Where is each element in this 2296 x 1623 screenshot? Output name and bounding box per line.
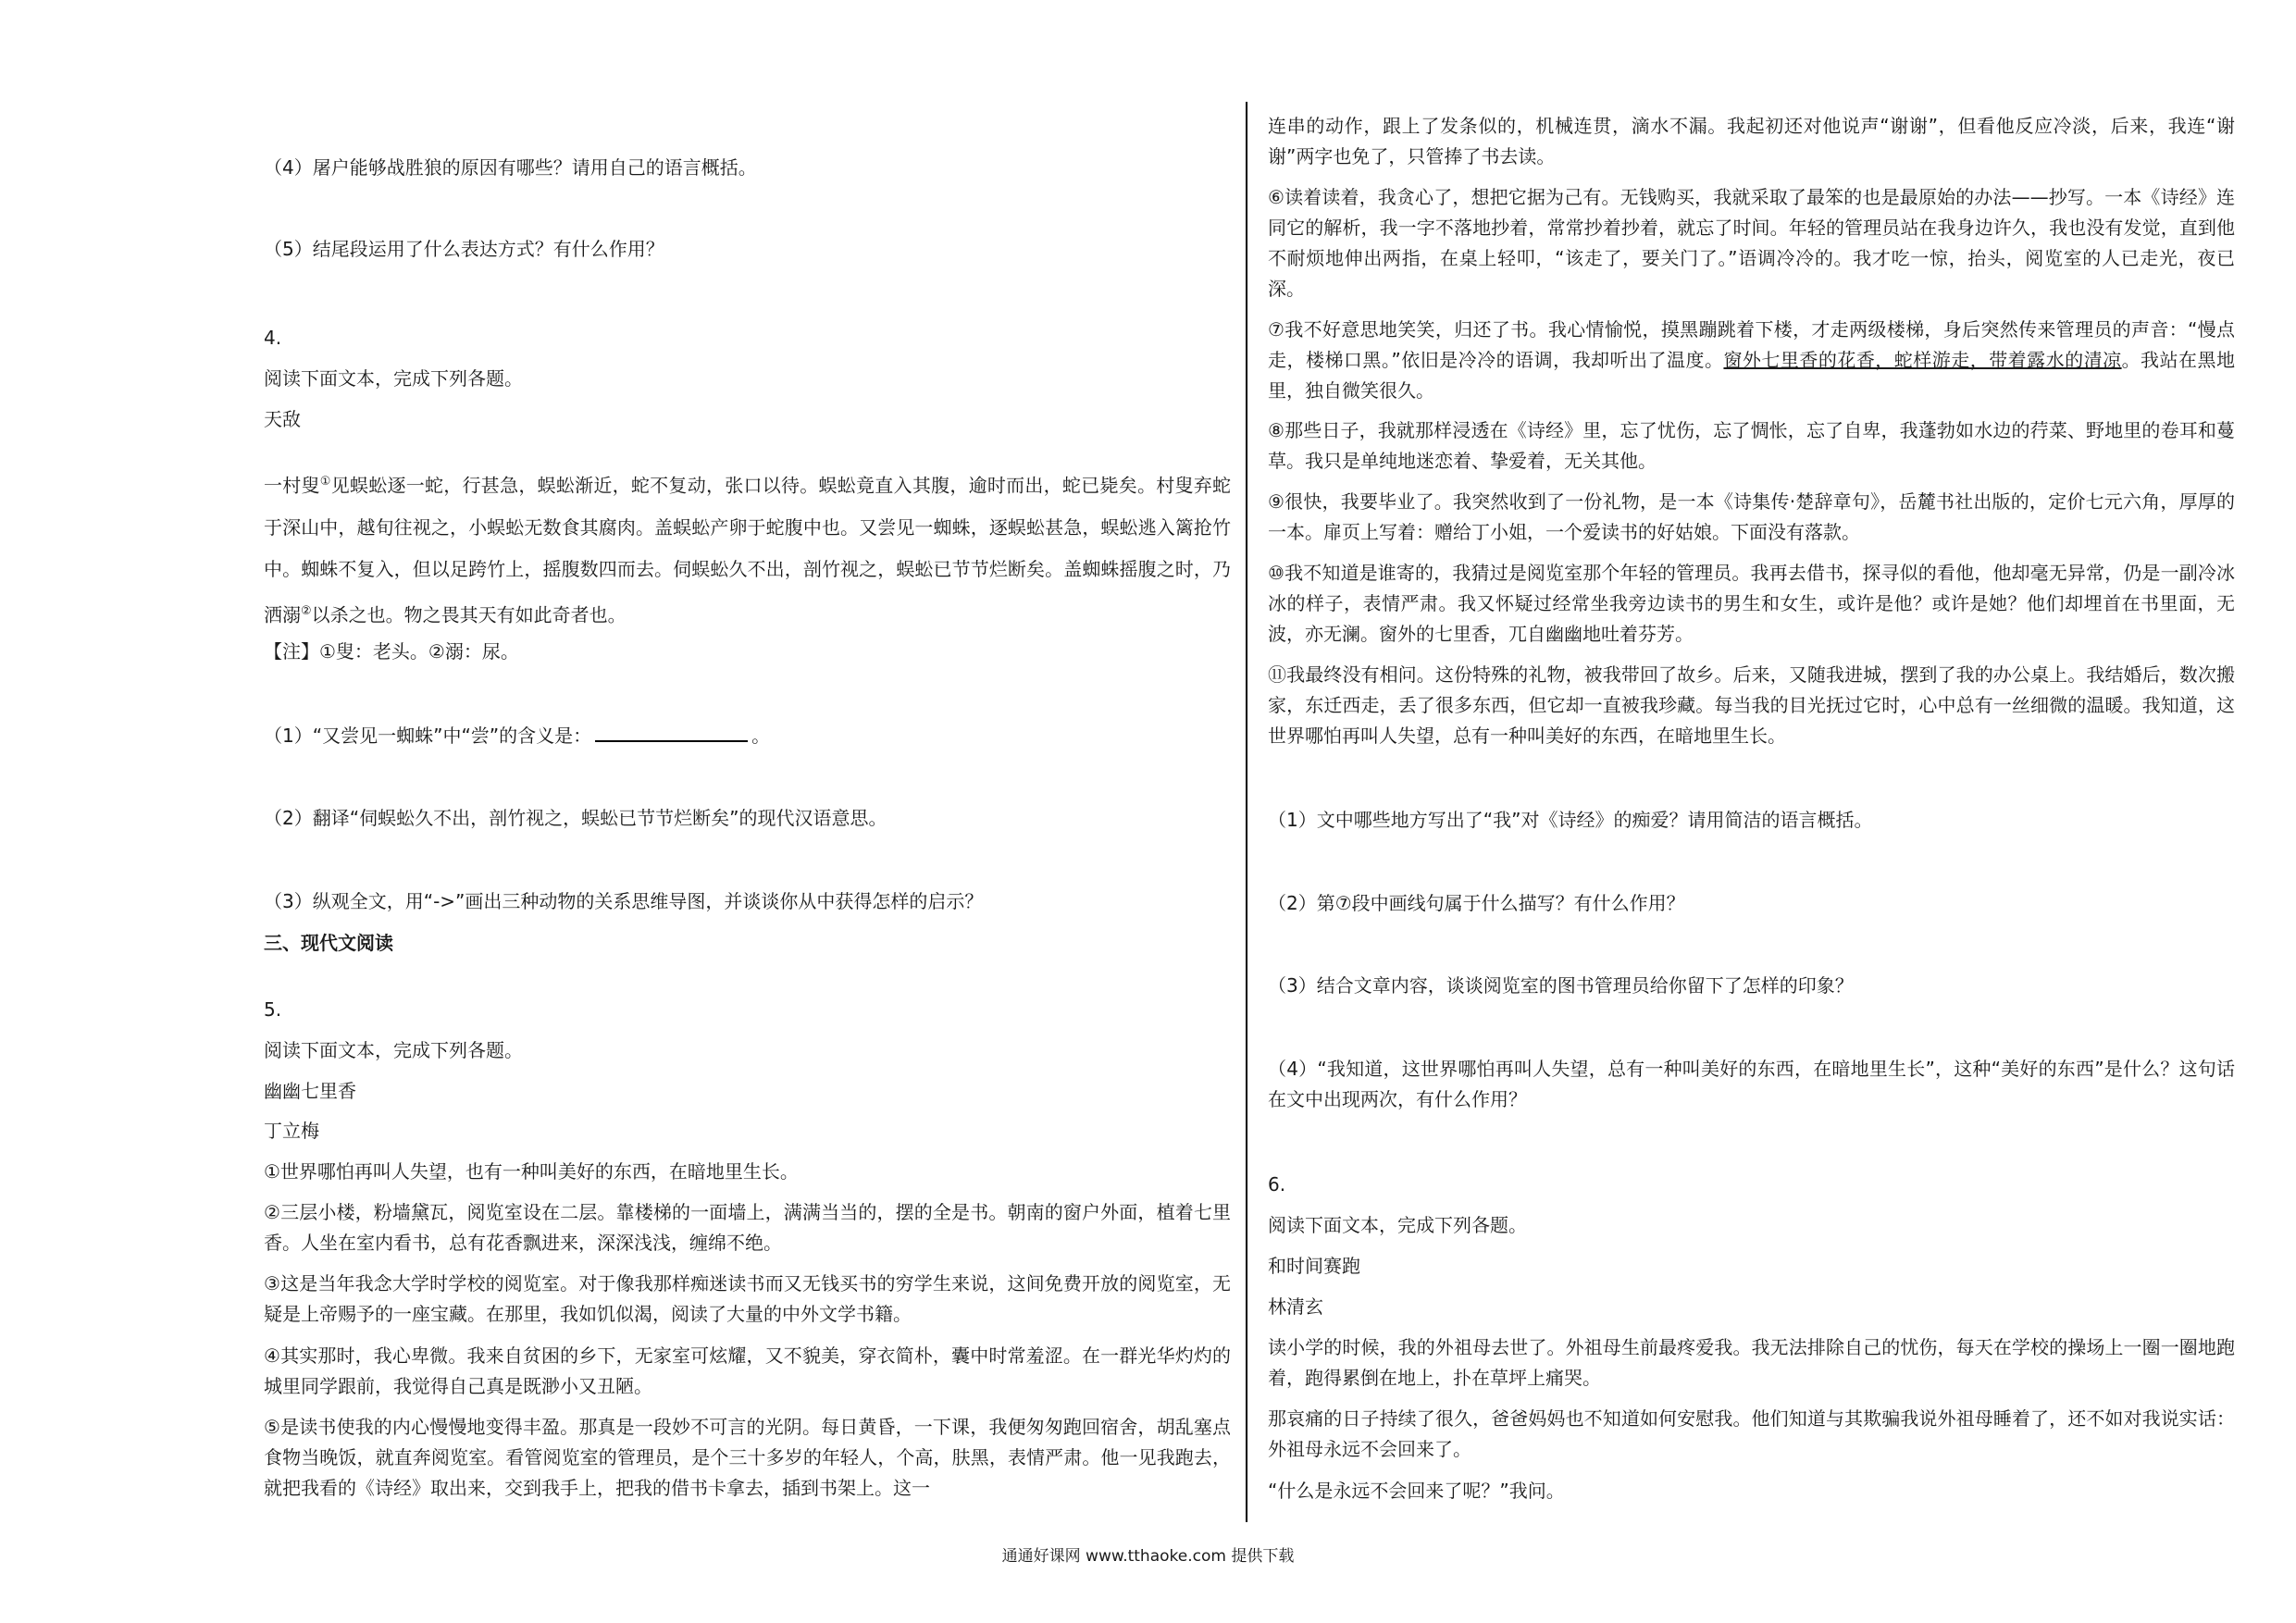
question-4-1 [264, 721, 1231, 751]
paragraph-6: ⑥读着读着，我贪心了，想把它据为己有。无钱购买，我就采取了最笨的也是最原始的办法——抄写。一本《诗经》连同它的解析，我一字不落地抄着，常常抄着抄着，就忘了时间。年轻的管理员站在我身边许久，我也没有发觉，直到他不耐烦地伸出两指，在桌上轻叩，“该走了，要关门了。”语调冷冷的。我才吃一惊，抬头，阅览室的人已走光，夜已深。 [1268, 186, 2235, 300]
race-paragraph-1: 读小学的时候，我的外祖母去世了。外祖母生前最疼爱我。我无法排除自己的忧伤，每天在学校的操场上一圈一圈地跑着，跑得累倒在地上，扑在草坪上痛哭。 [1268, 1336, 2235, 1389]
passage-title-race: 和时间赛跑 [1268, 1255, 1360, 1277]
paragraph-3: ③这是当年我念大学时学校的阅览室。对于像我那样痴迷读书而又无钱买书的穷学生来说，这间免费开放的阅览室，无疑是上帝赐予的一座宝藏。在那里，我如饥似渴，阅读了大量的中外文学书籍。 [264, 1272, 1231, 1325]
paragraph-11: ⑪我最终没有相问。这份特殊的礼物，被我带回了故乡。后来，又随我进城，摆到了我的办公桌上。我结婚后，数次搬家，东迁西走，丢了很多东西，但它却一直被我珍藏。每当我的目光抚过它时，心中总有一丝细微的温暖。我知道，这世界哪怕再叫人失望，总有一种叫美好的东西，在暗地里生长。 [1268, 663, 2235, 747]
passage-title-tiandi: 天敌 [264, 408, 301, 430]
question-5-instruction: 阅读下面文本，完成下列各题。 [264, 1039, 523, 1061]
question-4-2: （2）翻译“伺蜈蚣久不出，剖竹视之，蜈蚣已节节烂断矣”的现代汉语意思。 [264, 807, 887, 829]
question-4-3: （3）纵观全文，用“->”画出三种动物的关系思维导图，并谈谈你从中获得怎样的启示？ [264, 890, 984, 912]
question-5-1: （1）文中哪些地方写出了“我”对《诗经》的痴爱？请用简洁的语言概括。 [1268, 809, 1873, 831]
paragraph-2: ②三层小楼，粉墙黛瓦，阅览室设在二层。靠楼梯的一面墙上，满满当当的，摆的全是书。朝南的窗户外面，植着七里香。人坐在室内看书，总有花香飘进来，深深浅浅，缠绵不绝。 [264, 1201, 1231, 1254]
passage-author-2: 林清玄 [1268, 1295, 1323, 1318]
paragraph-7-text-b: 。我站在黑地里，独自微笑很久。 [1268, 349, 2235, 402]
paragraph-4: ④其实那时，我心卑微。我来自贫困的乡下，无家室可炫耀，又不貌美，穿衣简朴，囊中时常羞涩。在一群光华灼灼的城里同学跟前，我觉得自己真是既渺小又丑陋。 [264, 1344, 1231, 1397]
question-4-number: 4. [264, 327, 282, 349]
column-divider [1246, 102, 1247, 1522]
race-paragraph-2: 那哀痛的日子持续了很久，爸爸妈妈也不知道如何安慰我。他们知道与其欺骗我说外祖母睡着了，还不如对我说实话：外祖母永远不会回来了。 [1268, 1407, 2235, 1460]
passage-text-part-c: 以杀之也。物之畏其天有如此奇者也。 [311, 603, 627, 626]
passage-author: 丁立梅 [264, 1120, 319, 1142]
paragraph-9: ⑨很快，我要毕业了。我突然收到了一份礼物，是一本《诗集传·楚辞章句》，岳麓书社出版的，定价七元六角，厚厚的一本。扉页上写着：赠给丁小姐，一个爱读书的好姑娘。下面没有落款。 [1268, 490, 2235, 543]
question-6-instruction: 阅读下面文本，完成下列各题。 [1268, 1214, 1527, 1236]
paragraph-7-text-a: ⑦我不好意思地笑笑，归还了书。我心情愉悦，摸黑蹦跳着下楼，才走两级楼梯，身后突然传来管理员的声音：“慢点走，楼梯口黑。”依旧是冷冷的语调，我却听出了温度。 [1268, 318, 2235, 371]
question-3-5: （5）结尾段运用了什么表达方式？有什么作用？ [264, 238, 664, 260]
paragraph-5-continued: 连串的动作，跟上了发条似的，机械连贯，滴水不漏。我起初还对他说声“谢谢”，但看他反应冷淡，后来，我连“谢谢”两字也免了，只管捧了书去读。 [1268, 115, 2235, 167]
paragraph-10: ⑩我不知道是谁寄的，我猜过是阅览室那个年轻的管理员。我再去借书，探寻似的看他，他却毫无异常，仍是一副冷冰冰的样子，表情严肃。我又怀疑过经常坐我旁边读书的男生和女生，或许是他？或许是她？他们却埋首在书里面，无波，亦无澜。窗外的七里香，兀自幽幽地吐着芬芳。 [1268, 562, 2235, 645]
passage-text-part-a: 一村叟 [264, 474, 320, 497]
passage-tiandi-text [264, 461, 1231, 636]
paragraph-8: ⑧那些日子，我就那样浸透在《诗经》里，忘了忧伤，忘了惆怅，忘了自卑，我蓬勃如水边的荇菜、野地里的卷耳和蔓草。我只是单纯地迷恋着、挚爱着，无关其他。 [1268, 419, 2235, 472]
question-6-number: 6. [1268, 1173, 1286, 1196]
question-5-number: 5. [264, 998, 282, 1021]
section-heading-modern-reading: 三、现代文阅读 [264, 932, 393, 954]
footnote-marker-2: ② [301, 603, 312, 618]
question-3-4: （4）屠户能够战胜狼的原因有哪些？请用自己的语言概括。 [264, 156, 757, 179]
question-4-instruction: 阅读下面文本，完成下列各题。 [264, 367, 523, 390]
answer-blank[interactable] [595, 722, 748, 742]
question-5-3: （3）结合文章内容，谈谈阅览室的图书管理员给你留下了怎样的印象？ [1268, 974, 1854, 997]
paragraph-1: ①世界哪怕再叫人失望，也有一种叫美好的东西，在暗地里生长。 [264, 1160, 799, 1183]
annotation-note: 【注】①叟：老头。②溺：尿。 [264, 640, 519, 663]
footnote-marker-1: ① [319, 475, 331, 489]
footer-source: 通通好课网 www.tthaoke.com 提供下载 [1001, 1547, 1295, 1566]
race-paragraph-3: “什么是永远不会回来了呢？”我问。 [1268, 1480, 1565, 1502]
passage-text-part-b: 见蜈蚣逐一蛇，行甚急，蜈蚣渐近，蛇不复动，张口以待。蜈蚣竟直入其腹，逾时而出，蛇已毙矣。村叟弃蛇于深山中，越旬往视之，小蜈蚣无数食其腐肉。盖蜈蚣产卵于蛇腹中也。又尝见一蜘蛛，逐蜈蚣甚急，蜈蚣逃入篱抢竹中。蜘蛛不复入，但以足跨竹上，摇腹数四而去。伺蜈蚣久不出，剖竹视之，蜈蚣已节节烂断矣。盖蜘蛛摇腹之时，乃洒溺 [264, 474, 1232, 626]
question-5-2: （2）第⑦段中画线句属于什么描写？有什么作用？ [1268, 892, 1685, 914]
paragraph-7 [1268, 315, 2235, 406]
question-4-1-end: 。 [751, 725, 771, 747]
paragraph-5: ⑤是读书使我的内心慢慢地变得丰盈。那真是一段妙不可言的光阴。每日黄昏，一下课，我便匆匆跑回宿舍，胡乱塞点食物当晚饭，就直奔阅览室。看管阅览室的管理员，是个三十多岁的年轻人，个高，肤黑，表情严肃。他一见我跑去，就把我看的《诗经》取出来，交到我手上，把我的借书卡拿去，插到书架上。这一 [264, 1416, 1231, 1499]
question-5-4: （4）“我知道，这世界哪怕再叫人失望，总有一种叫美好的东西，在暗地里生长”，这种“美好的东西”是什么？这句话在文中出现两次，有什么作用？ [1268, 1058, 2235, 1110]
passage-title-qilixiang: 幽幽七里香 [264, 1080, 356, 1102]
underlined-sentence: 窗外七里香的花香，蛇样游走，带着露水的清凉 [1723, 349, 2122, 371]
question-4-1-text: （1）“又尝见一蜘蛛”中“尝”的含义是： [264, 725, 592, 747]
